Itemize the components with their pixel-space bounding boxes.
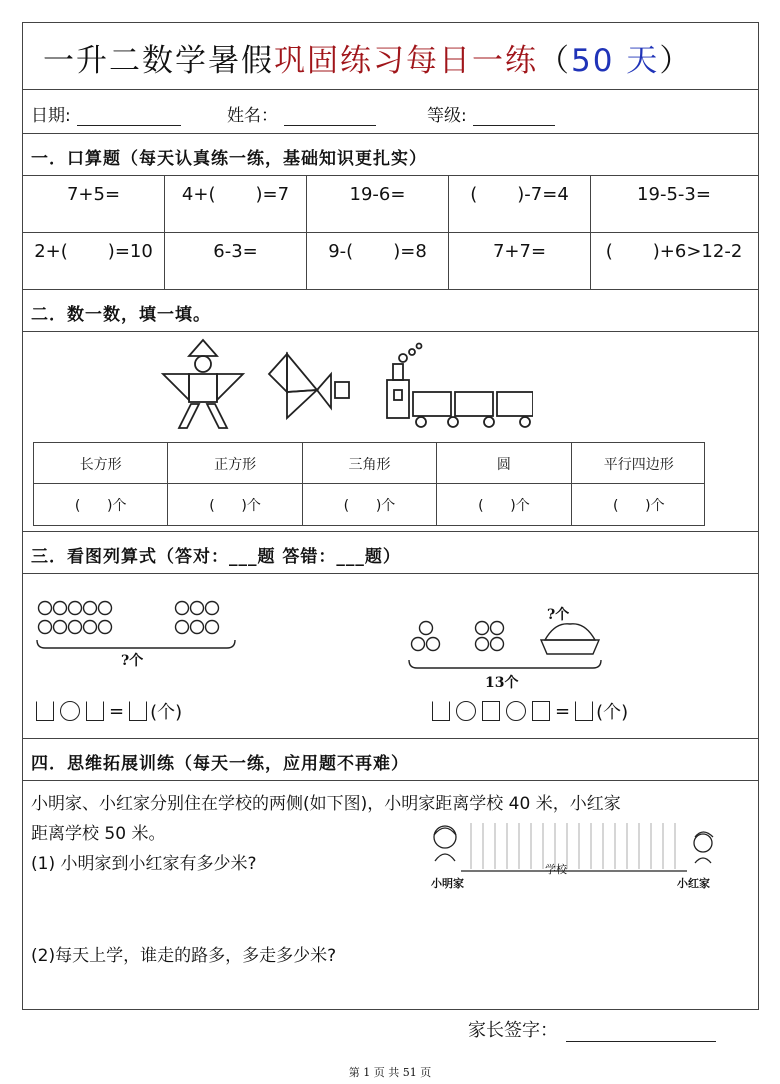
- picture-equation-area: [23, 574, 758, 739]
- math-cell: 4+( )=7: [165, 176, 307, 232]
- section-2-heading-text: 二．数一数，填一填。: [31, 305, 211, 325]
- page-title: [43, 35, 692, 80]
- parent-signature-blank: [566, 1024, 716, 1042]
- math-cell: 19-5-3=: [637, 184, 711, 205]
- problem-line-1: 小明家、小红家分别住在学校的两侧(如下图)，小明家距离学校 40 米，小红家: [31, 794, 621, 814]
- shape-count-area: [23, 332, 758, 532]
- date-blank: [77, 108, 181, 126]
- question-2: (2)每天上学，谁走的路多，多走多少米?: [31, 946, 337, 966]
- map-label-school: 学校: [545, 863, 567, 876]
- unit-label: (个): [596, 702, 629, 723]
- name-field: [227, 101, 376, 126]
- math-cell: 7+5=: [23, 176, 165, 232]
- apple-pile-1: [412, 622, 440, 651]
- problem-line-2: 距离学校 50 米。: [31, 824, 166, 844]
- section-4-heading: [23, 739, 758, 781]
- worksheet: [22, 22, 759, 1010]
- title-row: [23, 23, 758, 90]
- xiaohong-figure: [694, 832, 713, 863]
- shape-header-triangle: 三角形: [303, 443, 437, 483]
- title-red-part: 巩固练习每日一练: [274, 43, 538, 79]
- school-building: [471, 823, 675, 869]
- math-row-2: [23, 233, 758, 290]
- map-label-xiaoming: 小明家: [431, 877, 464, 890]
- operator-circle: [60, 701, 80, 721]
- answer-box: [432, 701, 450, 721]
- title-paren-close: ）: [659, 43, 693, 79]
- section-3-heading: [23, 532, 758, 574]
- parent-signature: [468, 1016, 716, 1042]
- grade-blank: [473, 108, 555, 126]
- grade-label: 等级:: [427, 106, 467, 126]
- brace-left-total: [37, 640, 235, 648]
- shape-header-rectangle: 长方形: [34, 443, 168, 483]
- math-cell: ( )-7=4: [449, 176, 591, 232]
- shape-table-answers: [34, 484, 704, 525]
- shape-count-blank: ( )个: [612, 498, 665, 514]
- shape-header-square: 正方形: [168, 443, 302, 483]
- shape-count-blank: ( )个: [437, 484, 571, 525]
- section-1-heading-text: 一．口算题（每天认真练一练，基础知识更扎实）: [31, 149, 427, 169]
- right-equation-blanks: = (个): [429, 698, 628, 724]
- section-2-heading: [23, 290, 758, 332]
- brace-right-total: [409, 660, 601, 668]
- title-black-part: 一升二数学暑假: [43, 43, 274, 79]
- math-cell: 9-( )=8: [307, 233, 449, 290]
- unit-label: (个): [150, 702, 183, 723]
- shape-figures-illustration: [153, 334, 533, 438]
- answer-box: [532, 701, 550, 721]
- answer-box: [129, 701, 147, 721]
- mental-math-grid: [23, 176, 758, 290]
- answer-box: [86, 701, 104, 721]
- shape-count-blank: ( )个: [303, 484, 437, 525]
- left-equation-blanks: = (个): [33, 698, 182, 724]
- apple-group-left: [39, 602, 112, 634]
- name-label: 姓名：: [227, 106, 278, 126]
- shape-fish-figure: [269, 354, 349, 418]
- fruit-basket: [541, 624, 599, 654]
- basket-label: ?个: [547, 607, 570, 623]
- word-problem-area: [23, 781, 758, 1011]
- answer-box: [36, 701, 54, 721]
- date-field: [31, 101, 181, 126]
- math-row-1: [23, 176, 758, 233]
- shape-count-blank: ( )个: [34, 484, 168, 525]
- title-paren-open: （: [538, 43, 571, 79]
- shape-train-figure: [387, 344, 533, 428]
- shape-header-circle: 圆: [437, 443, 571, 483]
- parent-signature-label: 家长签字：: [468, 1020, 558, 1041]
- shape-count-table: [33, 442, 705, 526]
- operator-circle: [456, 701, 476, 721]
- section-3-heading-text: 三．看图列算式（答对：___题 答错：___题）: [31, 547, 401, 567]
- apple-pile-2: [476, 622, 504, 651]
- date-label: 日期:: [31, 106, 71, 126]
- name-blank: [284, 108, 376, 126]
- left-total-label: ?个: [121, 653, 144, 669]
- shape-header-parallelogram: 平行四边形: [603, 457, 674, 473]
- route-map-illustration: [421, 817, 721, 897]
- title-days: 50 天: [571, 43, 660, 79]
- math-cell: 19-6=: [307, 176, 449, 232]
- page-footer: 第 1 页 共 51 页: [348, 1066, 432, 1079]
- section-1-heading: [23, 134, 758, 176]
- question-1: (1) 小明家到小红家有多少米?: [31, 854, 257, 874]
- shape-count-blank: ( )个: [168, 484, 302, 525]
- section-4-heading-text: 四．思维拓展训练（每天一练，应用题不再难）: [31, 754, 409, 774]
- math-cell: 2+( )=10: [23, 233, 165, 290]
- math-cell: 7+7=: [449, 233, 591, 290]
- map-label-xiaohong: 小红家: [677, 877, 710, 890]
- math-cell: 6-3=: [165, 233, 307, 290]
- answer-box: [482, 701, 500, 721]
- shape-table-header: [34, 443, 704, 484]
- operator-circle: [506, 701, 526, 721]
- apple-group-right: [176, 602, 219, 634]
- right-total-label: 13个: [485, 675, 519, 691]
- info-row: [23, 90, 758, 134]
- xiaoming-figure: [434, 826, 456, 861]
- shape-robot-figure: [163, 340, 243, 428]
- math-cell: ( )+6>12-2: [605, 240, 743, 262]
- answer-box: [575, 701, 593, 721]
- grade-field: [427, 101, 555, 126]
